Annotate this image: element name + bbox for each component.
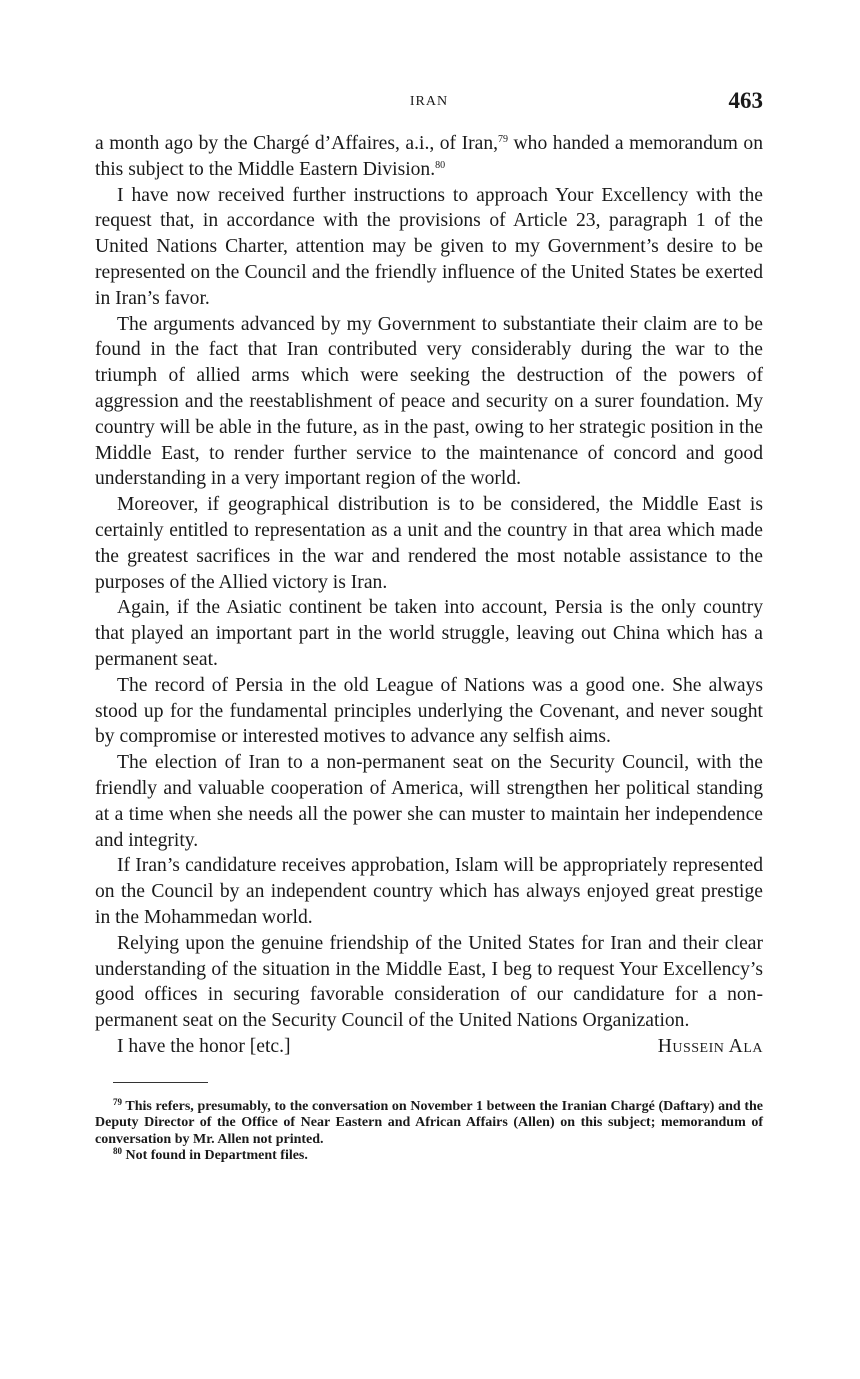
footnote-ref: 80 (435, 159, 446, 171)
footnote (95, 1096, 763, 1149)
paragraph (95, 131, 763, 183)
footnote-ref: 79 (498, 134, 509, 145)
page-number: 463 (728, 88, 763, 113)
document-page (95, 88, 763, 1165)
closing-line (95, 1034, 763, 1060)
paragraph: The record of Persia in the old League of Nations was a good one. She always stood up for the fundamental principles underlying the Covenant, and never sought by compromise or interested motives to advance any selfish aims. (95, 674, 763, 748)
running-head (95, 88, 763, 118)
footnotes (95, 1096, 763, 1165)
footnote-text: Not found in Department files. (125, 1148, 308, 1164)
paragraph: The arguments advanced by my Government to substantiate their claim are to be found in the fact that Iran contributed very considerably during the war to the triumph of allied arms which were seeking the destruction of the powers of aggression and the reestablishment of peace and security on a surer foundation. My country will be able in the future, as in the past, owing to her strategic position in the Middle East, to render further service to the maintenance of concord and good understanding in a very important region of the world. (95, 313, 763, 490)
paragraph: Relying upon the genuine friendship of the United States for Iran and their clear understanding of the situation in the Middle East, I beg to request Your Excellency’s good offices in securing favorable consideration of our candidature for a non-permanent seat on the Security Council of the United Nations Organization. (95, 932, 763, 1032)
footnote-text: This refers, presumably, to the conversation on November 1 between the Iranian Chargé (Daftary) and the Deputy Director of the Office of Near Eastern and African Affairs (Allen) on this subject; memorandum of conversation by Mr. Allen not printed. (95, 1098, 763, 1147)
complimentary-close: I have the honor [etc.] (117, 1035, 291, 1057)
paragraph: The election of Iran to a non-permanent seat on the Security Council, with the friendly and valuable cooperation of America, will strengthen her political standing at a time when she needs all the power she can muster to maintain her independence and integrity. (95, 752, 763, 851)
footnote-marker: 79 (113, 1096, 122, 1107)
paragraph-text: who handed a memorandum on this subject to the Middle Eastern Division. (95, 133, 764, 180)
paragraph: If Iran’s candidature receives approbation, Islam will be appropriately represented on the Council by an independent country which has always enjoyed great prestige in the Mohammedan world. (95, 855, 763, 928)
paragraph-text: a month ago by the Chargé d’Affaires, a.i., of Iran, (95, 133, 499, 154)
signature: Hussein Ala (657, 1035, 763, 1057)
paragraph: I have now received further instructions to approach Your Excellency with the request that, in accordance with the provisions of Article 23, paragraph 1 of the United Nations Charter, attention may be given to my Government’s desire to be represented on the Council and the friendly influence of the United States be exerted in Iran’s favor. (95, 184, 763, 309)
running-title: IRAN (409, 94, 449, 109)
letter-body (95, 131, 763, 1060)
paragraph: Moreover, if geographical distribution is to be considered, the Middle East is certainly entitled to representation as a unit and the country in that area which made the greatest sacrifices in the war and rendered the most notable assistance to the purposes of the Allied victory is Iran. (95, 494, 763, 593)
footnote (95, 1148, 763, 1165)
footnote-marker: 80 (113, 1146, 122, 1157)
footnote-divider (113, 1082, 208, 1083)
paragraph: Again, if the Asiatic continent be taken into account, Persia is the only country that played an important part in the world struggle, leaving out China which has a permanent seat. (95, 597, 763, 670)
